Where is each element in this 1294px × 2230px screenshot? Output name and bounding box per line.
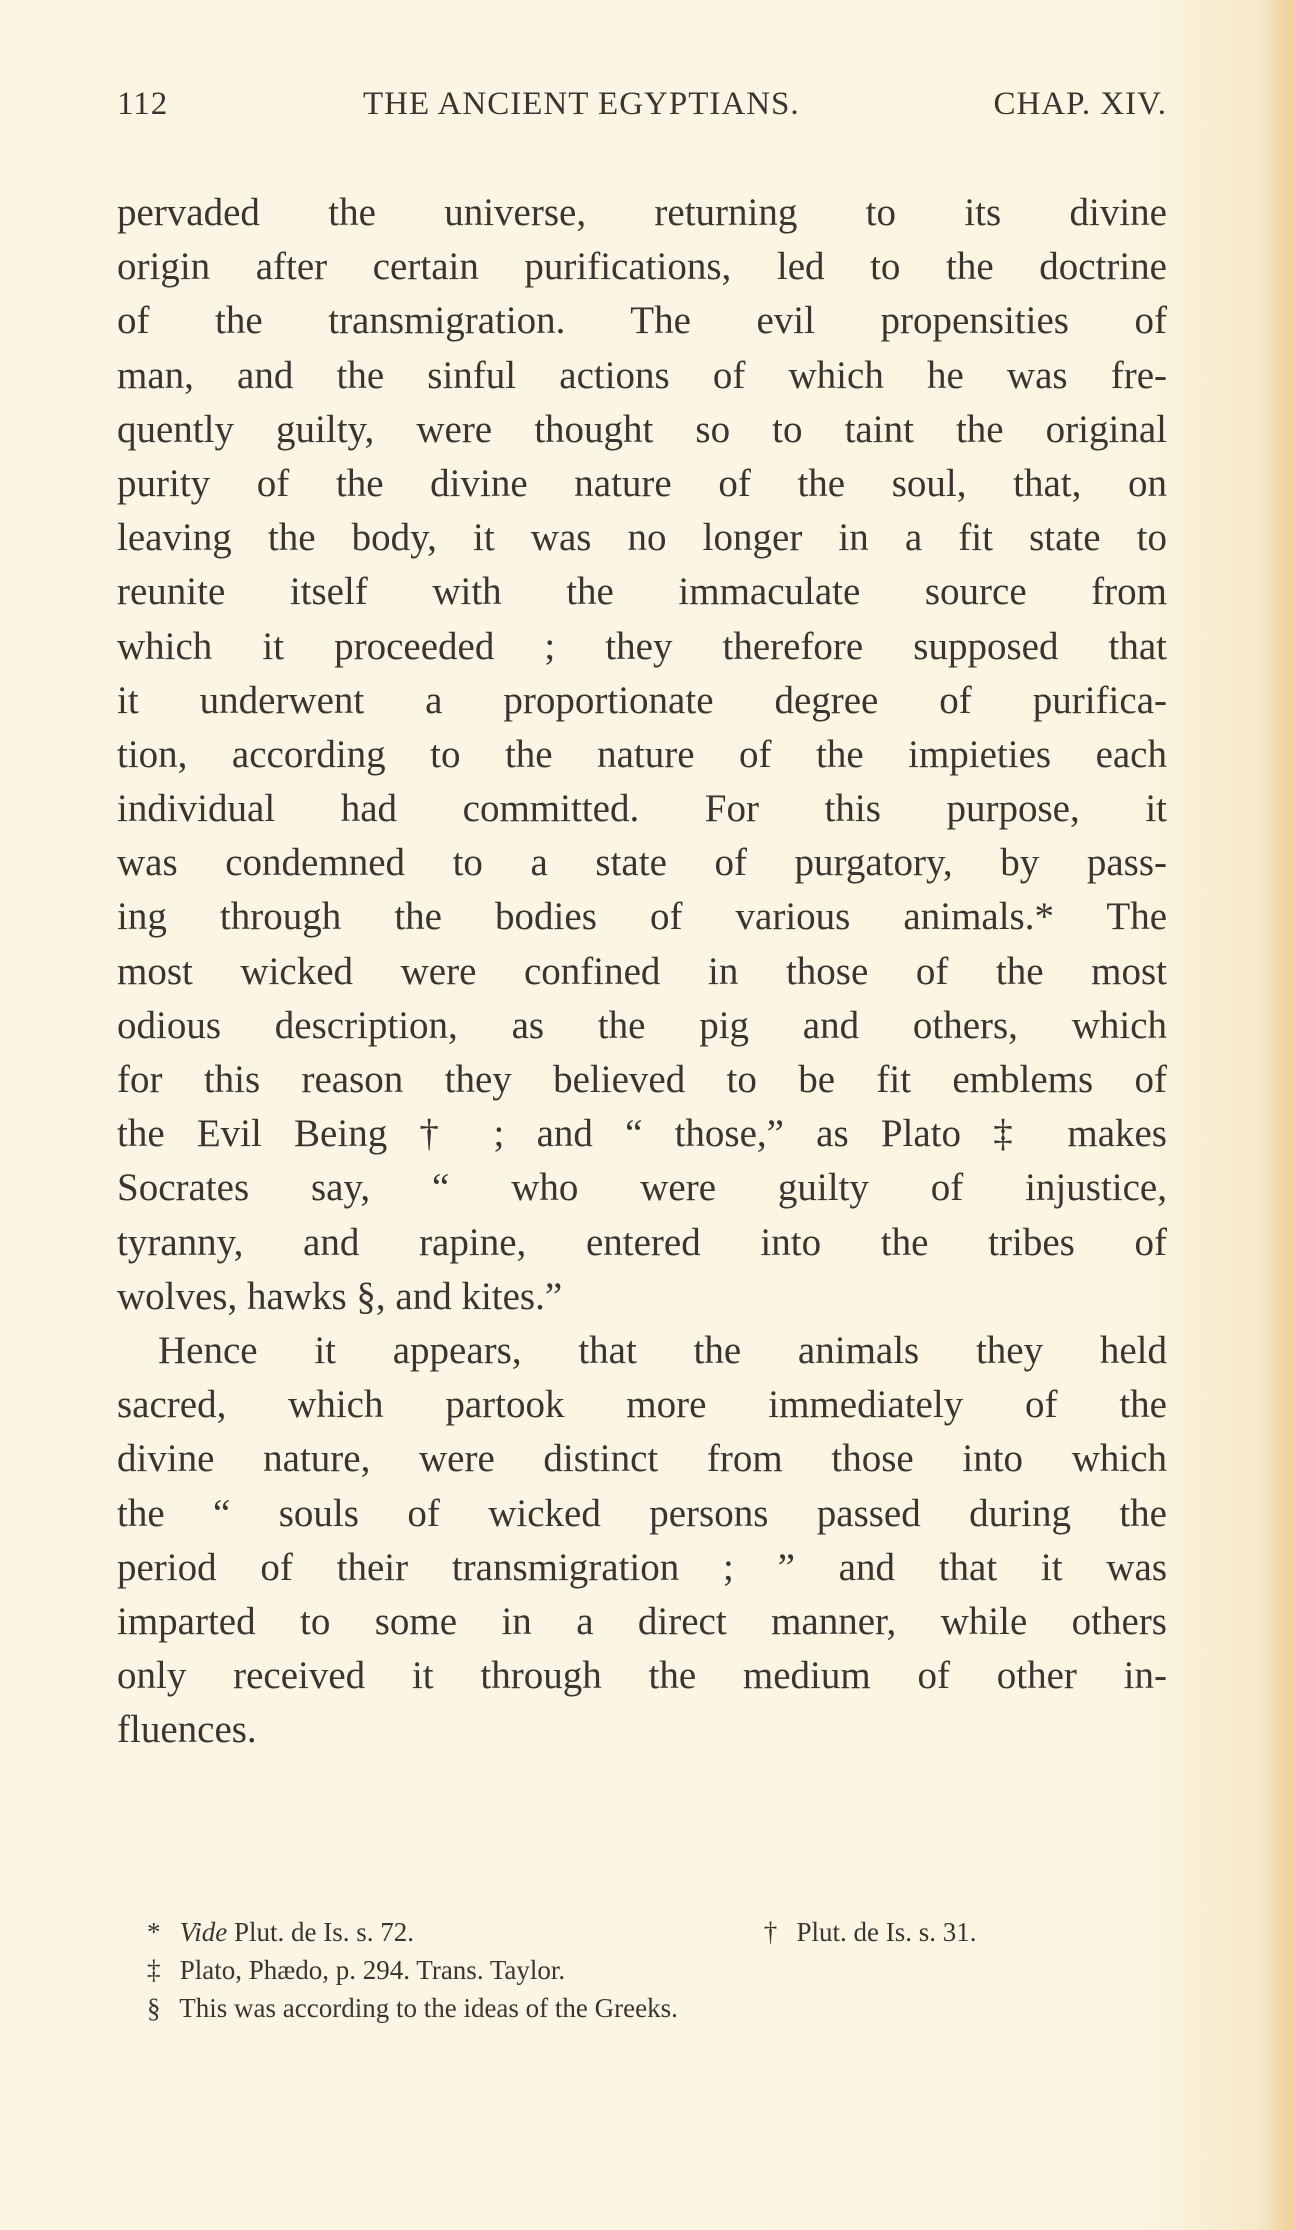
text-line: of the transmigration. The evil propensities of (117, 299, 1167, 343)
text-line: was condemned to a state of purgatory, by pass- (117, 841, 1167, 885)
footnote-vide (147, 1913, 757, 1951)
footnote-text: Plut. de Is. s. 72. (233, 1917, 414, 1947)
footnote-mark: ‡ (147, 1955, 161, 1985)
text-line: ing through the bodies of various animals.* The (117, 895, 1167, 939)
text-line: which it proceeded ; they therefore supposed that (117, 624, 1167, 668)
text-line: the “ souls of wicked persons passed during the (117, 1491, 1167, 1535)
page-number: 112 (117, 86, 169, 122)
footnote-row (147, 1913, 1167, 1951)
footnote-text: This was according to the ideas of the Greeks. (179, 1993, 678, 2023)
text-line: only received it through the medium of other in- (117, 1654, 1167, 1698)
text-line: period of their transmigration ; ” and that it was (117, 1545, 1167, 1589)
footnote-plut (764, 1917, 977, 1947)
text-line-paragraph-end: wolves, hawks §, and kites.” (117, 1274, 563, 1318)
text-line: pervaded the universe, returning to its divine (117, 191, 1167, 234)
text-line-paragraph-start: Hence it appears, that the animals they held (158, 1328, 1167, 1372)
text-line: tion, according to the nature of the impieties each (117, 732, 1167, 776)
running-title: THE ANCIENT EGYPTIANS. (363, 86, 800, 122)
footnote-greeks (147, 1989, 1167, 2027)
text-line: imparted to some in a direct manner, while others (117, 1599, 1167, 1643)
text-line: quently guilty, were thought so to taint the original (117, 407, 1167, 451)
text-line: purity of the divine nature of the soul, that, on (117, 461, 1167, 505)
footnote-mark: † (763, 1917, 778, 1947)
text-line: sacred, which partook more immediately of the (117, 1383, 1167, 1427)
footnotes (147, 1913, 1167, 2027)
footnote-italic: Vide (179, 1917, 228, 1947)
text-line: origin after certain purifications, led to the doctrine (117, 245, 1167, 289)
text-line-paragraph-end: fluences. (117, 1708, 257, 1752)
footnote-plato (147, 1951, 1167, 1989)
footnote-mark: § (147, 1993, 161, 2023)
footnote-text: Plut. de Is. s. 31. (796, 1917, 977, 1947)
footnote-mark: * (147, 1917, 161, 1947)
text-line: leaving the body, it was no longer in a fit state to (117, 516, 1167, 560)
text-line: Socrates say, “ who were guilty of injustice, (117, 1166, 1167, 1210)
text-line: most wicked were confined in those of the most (117, 949, 1167, 993)
text-line: individual had committed. For this purpose, it (117, 787, 1167, 831)
text-line: the Evil Being † ; and “ those,” as Plato ‡ makes (117, 1112, 1167, 1156)
page-edge-shading (1268, 0, 1294, 2230)
text-line: divine nature, were distinct from those into which (117, 1437, 1167, 1481)
text-line: for this reason they believed to be fit emblems of (117, 1058, 1167, 1101)
text-line: it underwent a proportionate degree of purifica- (117, 678, 1167, 722)
running-header (117, 86, 1167, 136)
chapter-label: CHAP. XIV. (993, 86, 1167, 122)
body-text (117, 186, 1167, 1757)
text-line: tyranny, and rapine, entered into the tribes of (117, 1220, 1167, 1264)
text-line: man, and the sinful actions of which he was fre- (117, 353, 1167, 397)
text-line: reunite itself with the immaculate source from (117, 570, 1167, 614)
footnote-text: Plato, Phædo, p. 294. Trans. Taylor. (179, 1955, 566, 1985)
text-line: odious description, as the pig and others, which (117, 1003, 1167, 1047)
